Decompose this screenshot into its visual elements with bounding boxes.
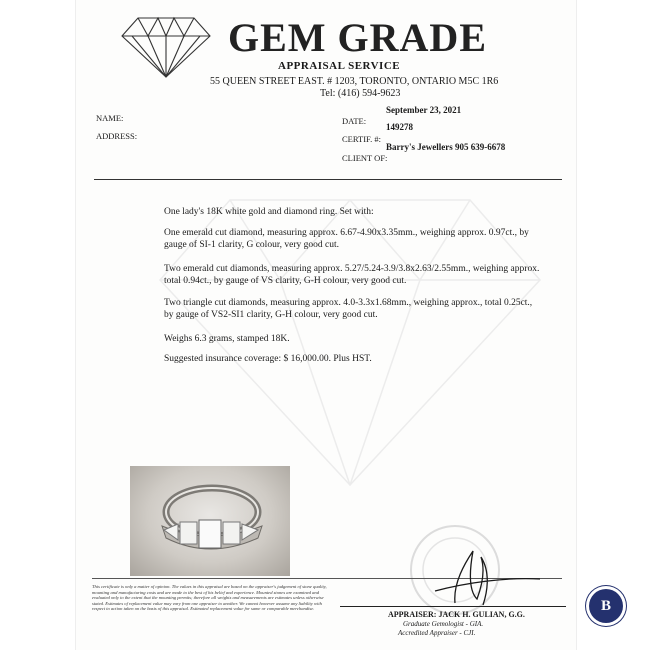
client-label: CLIENT OF: <box>342 153 388 163</box>
date-value: September 23, 2021 <box>386 105 462 115</box>
certificate-number: 149278 <box>386 122 413 132</box>
date-label: DATE: <box>342 116 367 126</box>
address-label: ADDRESS: <box>96 131 138 141</box>
brand-badge: B <box>589 589 623 623</box>
description-line: Two emerald cut diamonds, measuring approx. 5.27/5.24-3.9/3.8x2.63/2.55mm., weighing approx. total 0.94ct., by gauge of VS clarity, G-H colour, very good cut. <box>164 264 540 286</box>
client-value: Barry's Jewellers 905 639-6678 <box>386 142 506 152</box>
appraiser-credential: Graduate Gemologist - GIA. <box>403 620 484 628</box>
description-line: One lady's 18K white gold and diamond ring. Set with: <box>164 207 374 217</box>
description-line: Suggested insurance coverage: $ 16,000.00. Plus HST. <box>164 354 372 364</box>
company-phone: Tel: (416) 594-9623 <box>320 88 401 99</box>
name-label: NAME: <box>96 113 124 123</box>
disclaimer-text: This certificate is only a matter of opinion. The values in this appraisal are based on the appraiser's judgement of stone quality, mounting and manufacturing costs and are made to the best of his belief and experience. Mounted stones are examined and evaluated only to the extent that the mounting permits; therefore all weights and measurements are estimates unless otherwise stated. Estimates of replacement value may vary from one appraiser to another. We cannot however assume any liability with respect to action taken on the basis of this appraisal. Estimated replacement value for same or comparable merchandise. <box>92 584 327 612</box>
diamond-icon <box>118 14 214 80</box>
company-address: 55 QUEEN STREET EAST. # 1203, TORONTO, ONTARIO M5C 1R6 <box>210 76 499 87</box>
ring-image <box>130 466 290 576</box>
signature-line <box>340 606 566 607</box>
certif-label: CERTIF. #: <box>342 134 381 144</box>
description-line: Weighs 6.3 grams, stamped 18K. <box>164 334 290 344</box>
description-line: Two triangle cut diamonds, measuring approx. 4.0-3.3x1.68mm., weighing approx., total 0.25ct., by gauge of VS2-SI1 clarity, G-H colour, very good cut. <box>164 298 533 320</box>
ring-photo <box>130 466 290 576</box>
brand-title: GEM GRADE <box>228 15 487 60</box>
service-subtitle: APPRAISAL SERVICE <box>278 60 401 72</box>
description-line: One emerald cut diamond, measuring approx. 6.67-4.90x3.35mm., weighing approx. 0.97ct., by gauge of SI-1 clarity, G colour, very good cut. <box>164 228 529 250</box>
signature-scribble <box>425 543 545 613</box>
appraiser-accreditation: Accredited Appraiser - CJI. <box>398 629 476 637</box>
appraiser-name: APPRAISER: JACK H. GULIAN, G.G. <box>388 610 525 619</box>
header-divider <box>94 179 562 180</box>
